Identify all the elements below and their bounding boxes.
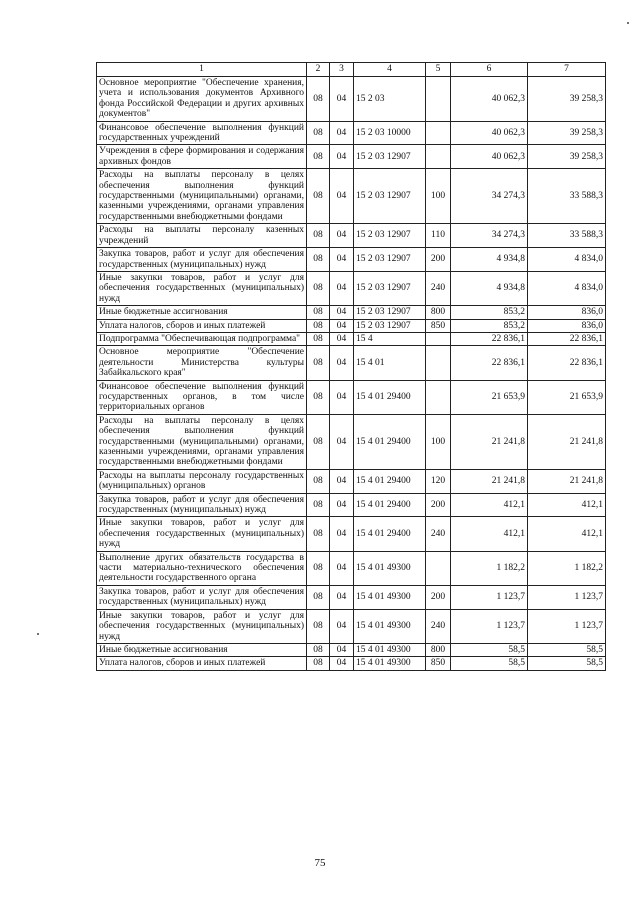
expense-type-cell <box>426 380 451 414</box>
amount-year-1-cell: 1 123,7 <box>451 609 528 643</box>
amount-year-2-cell: 21 653,9 <box>528 380 606 414</box>
amount-year-2-cell: 21 241,8 <box>528 414 606 469</box>
amount-year-1-cell: 21 241,8 <box>451 414 528 469</box>
section-code-cell: 08 <box>307 121 330 145</box>
target-article-cell: 15 2 03 12907 <box>354 271 426 305</box>
subsection-code-cell: 04 <box>330 551 354 585</box>
budget-table <box>96 62 606 671</box>
amount-year-1-cell: 4 934,8 <box>451 271 528 305</box>
header-col-1: 1 <box>97 63 307 77</box>
row-name-cell: Закупка товаров, работ и услуг для обеспечения государственных (муниципальных) нужд <box>97 248 307 272</box>
table-row <box>97 469 606 493</box>
expense-type-cell: 800 <box>426 306 451 319</box>
row-name-cell: Учреждения в сфере формирования и содержания архивных фондов <box>97 145 307 169</box>
expense-type-cell: 850 <box>426 319 451 332</box>
amount-year-1-cell: 4 934,8 <box>451 248 528 272</box>
section-code-cell: 08 <box>307 414 330 469</box>
subsection-code-cell: 04 <box>330 414 354 469</box>
row-name-cell: Уплата налогов, сборов и иных платежей <box>97 657 307 670</box>
table-row <box>97 346 606 380</box>
target-article-cell: 15 4 01 49300 <box>354 585 426 609</box>
amount-year-1-cell: 34 274,3 <box>451 169 528 224</box>
target-article-cell: 15 4 01 49300 <box>354 609 426 643</box>
subsection-code-cell: 04 <box>330 380 354 414</box>
scan-speck <box>37 633 39 635</box>
subsection-code-cell: 04 <box>330 493 354 517</box>
amount-year-2-cell: 58,5 <box>528 657 606 670</box>
target-article-cell: 15 2 03 12907 <box>354 248 426 272</box>
section-code-cell: 08 <box>307 306 330 319</box>
row-name-cell: Основное мероприятие "Обеспечение хранения, учета и использования документов Архивного фонда Российской Федерации и других архивных документов" <box>97 77 307 122</box>
subsection-code-cell: 04 <box>330 643 354 656</box>
expense-type-cell: 110 <box>426 224 451 248</box>
amount-year-2-cell: 22 836,1 <box>528 346 606 380</box>
amount-year-2-cell: 836,0 <box>528 306 606 319</box>
row-name-cell: Уплата налогов, сборов и иных платежей <box>97 319 307 332</box>
amount-year-1-cell: 40 062,3 <box>451 77 528 122</box>
amount-year-1-cell: 22 836,1 <box>451 346 528 380</box>
table-row <box>97 121 606 145</box>
table-row <box>97 643 606 656</box>
subsection-code-cell: 04 <box>330 271 354 305</box>
table-row <box>97 248 606 272</box>
table-row <box>97 657 606 670</box>
amount-year-2-cell: 21 241,8 <box>528 469 606 493</box>
expense-type-cell <box>426 77 451 122</box>
target-article-cell: 15 4 01 49300 <box>354 643 426 656</box>
target-article-cell: 15 4 01 49300 <box>354 657 426 670</box>
section-code-cell: 08 <box>307 248 330 272</box>
table-row <box>97 380 606 414</box>
section-code-cell: 08 <box>307 319 330 332</box>
row-name-cell: Закупка товаров, работ и услуг для обеспечения государственных (муниципальных) нужд <box>97 493 307 517</box>
target-article-cell: 15 4 01 29400 <box>354 414 426 469</box>
subsection-code-cell: 04 <box>330 145 354 169</box>
expense-type-cell: 100 <box>426 169 451 224</box>
expense-type-cell: 200 <box>426 493 451 517</box>
row-name-cell: Иные бюджетные ассигнования <box>97 306 307 319</box>
amount-year-1-cell: 34 274,3 <box>451 224 528 248</box>
expense-type-cell <box>426 332 451 345</box>
amount-year-2-cell: 836,0 <box>528 319 606 332</box>
section-code-cell: 08 <box>307 380 330 414</box>
target-article-cell: 15 4 01 29400 <box>354 493 426 517</box>
expense-type-cell <box>426 121 451 145</box>
expense-type-cell: 240 <box>426 271 451 305</box>
section-code-cell: 08 <box>307 609 330 643</box>
table-row <box>97 169 606 224</box>
expense-type-cell: 240 <box>426 517 451 551</box>
amount-year-2-cell: 33 588,3 <box>528 224 606 248</box>
amount-year-2-cell: 412,1 <box>528 517 606 551</box>
target-article-cell: 15 4 01 <box>354 346 426 380</box>
target-article-cell: 15 4 01 29400 <box>354 380 426 414</box>
section-code-cell: 08 <box>307 585 330 609</box>
target-article-cell: 15 2 03 12907 <box>354 319 426 332</box>
subsection-code-cell: 04 <box>330 306 354 319</box>
section-code-cell: 08 <box>307 493 330 517</box>
section-code-cell: 08 <box>307 224 330 248</box>
row-name-cell: Подпрограмма "Обеспечивающая подпрограмма" <box>97 332 307 345</box>
table-row <box>97 77 606 122</box>
table-header-row <box>97 63 606 77</box>
expense-type-cell: 120 <box>426 469 451 493</box>
section-code-cell: 08 <box>307 657 330 670</box>
section-code-cell: 08 <box>307 551 330 585</box>
amount-year-2-cell: 4 834,0 <box>528 271 606 305</box>
row-name-cell: Иные закупки товаров, работ и услуг для обеспечения государственных (муниципальных) нужд <box>97 271 307 305</box>
expense-type-cell: 200 <box>426 585 451 609</box>
page-number: 75 <box>314 857 326 869</box>
subsection-code-cell: 04 <box>330 469 354 493</box>
row-name-cell: Расходы на выплаты персоналу государственных (муниципальных) органов <box>97 469 307 493</box>
amount-year-1-cell: 21 653,9 <box>451 380 528 414</box>
table-row <box>97 306 606 319</box>
table-row <box>97 493 606 517</box>
target-article-cell: 15 4 <box>354 332 426 345</box>
amount-year-1-cell: 1 182,2 <box>451 551 528 585</box>
row-name-cell: Основное мероприятие "Обеспечение деятельности Министерства культуры Забайкальского края" <box>97 346 307 380</box>
target-article-cell: 15 2 03 10000 <box>354 121 426 145</box>
subsection-code-cell: 04 <box>330 224 354 248</box>
expense-type-cell <box>426 145 451 169</box>
header-col-7: 7 <box>528 63 606 77</box>
target-article-cell: 15 2 03 12907 <box>354 306 426 319</box>
amount-year-1-cell: 58,5 <box>451 643 528 656</box>
table-row <box>97 585 606 609</box>
subsection-code-cell: 04 <box>330 657 354 670</box>
amount-year-2-cell: 39 258,3 <box>528 77 606 122</box>
expense-type-cell: 800 <box>426 643 451 656</box>
amount-year-2-cell: 22 836,1 <box>528 332 606 345</box>
amount-year-2-cell: 39 258,3 <box>528 145 606 169</box>
target-article-cell: 15 4 01 29400 <box>354 469 426 493</box>
amount-year-1-cell: 853,2 <box>451 306 528 319</box>
table-row <box>97 271 606 305</box>
amount-year-1-cell: 40 062,3 <box>451 145 528 169</box>
amount-year-2-cell: 58,5 <box>528 643 606 656</box>
subsection-code-cell: 04 <box>330 517 354 551</box>
row-name-cell: Финансовое обеспечение выполнения функций государственных органов, в том числе территориальных органов <box>97 380 307 414</box>
section-code-cell: 08 <box>307 169 330 224</box>
subsection-code-cell: 04 <box>330 77 354 122</box>
row-name-cell: Выполнение других обязательств государства в части материально-технического обеспечения деятельности государственного органа <box>97 551 307 585</box>
amount-year-2-cell: 4 834,0 <box>528 248 606 272</box>
row-name-cell: Расходы на выплаты персоналу в целях обеспечения выполнения функций государственными (муниципальными) органами, казенными учреждениями, органами управления государственными внебюджетными фондами <box>97 169 307 224</box>
header-col-5: 5 <box>426 63 451 77</box>
subsection-code-cell: 04 <box>330 332 354 345</box>
amount-year-1-cell: 22 836,1 <box>451 332 528 345</box>
subsection-code-cell: 04 <box>330 585 354 609</box>
amount-year-1-cell: 412,1 <box>451 517 528 551</box>
target-article-cell: 15 4 01 49300 <box>354 551 426 585</box>
amount-year-2-cell: 1 123,7 <box>528 609 606 643</box>
section-code-cell: 08 <box>307 517 330 551</box>
section-code-cell: 08 <box>307 271 330 305</box>
expense-type-cell <box>426 551 451 585</box>
table-row <box>97 609 606 643</box>
section-code-cell: 08 <box>307 346 330 380</box>
table-row <box>97 551 606 585</box>
table-row <box>97 319 606 332</box>
amount-year-2-cell: 1 123,7 <box>528 585 606 609</box>
section-code-cell: 08 <box>307 332 330 345</box>
amount-year-2-cell: 412,1 <box>528 493 606 517</box>
header-col-4: 4 <box>354 63 426 77</box>
subsection-code-cell: 04 <box>330 121 354 145</box>
amount-year-2-cell: 1 182,2 <box>528 551 606 585</box>
subsection-code-cell: 04 <box>330 248 354 272</box>
expense-type-cell: 200 <box>426 248 451 272</box>
amount-year-1-cell: 412,1 <box>451 493 528 517</box>
header-col-6: 6 <box>451 63 528 77</box>
table-row <box>97 517 606 551</box>
amount-year-1-cell: 40 062,3 <box>451 121 528 145</box>
section-code-cell: 08 <box>307 145 330 169</box>
row-name-cell: Закупка товаров, работ и услуг для обеспечения государственных (муниципальных) нужд <box>97 585 307 609</box>
amount-year-2-cell: 33 588,3 <box>528 169 606 224</box>
table-row <box>97 332 606 345</box>
table-row <box>97 414 606 469</box>
row-name-cell: Иные бюджетные ассигнования <box>97 643 307 656</box>
scan-speck <box>627 22 629 24</box>
section-code-cell: 08 <box>307 77 330 122</box>
row-name-cell: Расходы на выплаты персоналу в целях обеспечения выполнения функций государственными (муниципальными) органами, казенными учреждениями, органами управления государственными внебюджетными фондами <box>97 414 307 469</box>
expense-type-cell <box>426 346 451 380</box>
subsection-code-cell: 04 <box>330 609 354 643</box>
header-col-2: 2 <box>307 63 330 77</box>
target-article-cell: 15 4 01 29400 <box>354 517 426 551</box>
subsection-code-cell: 04 <box>330 169 354 224</box>
expense-type-cell: 100 <box>426 414 451 469</box>
section-code-cell: 08 <box>307 469 330 493</box>
target-article-cell: 15 2 03 12907 <box>354 224 426 248</box>
subsection-code-cell: 04 <box>330 319 354 332</box>
expense-type-cell: 240 <box>426 609 451 643</box>
row-name-cell: Расходы на выплаты персоналу казенных учреждений <box>97 224 307 248</box>
subsection-code-cell: 04 <box>330 346 354 380</box>
table-body <box>97 77 606 671</box>
amount-year-2-cell: 39 258,3 <box>528 121 606 145</box>
amount-year-1-cell: 58,5 <box>451 657 528 670</box>
row-name-cell: Финансовое обеспечение выполнения функций государственных учреждений <box>97 121 307 145</box>
table-row <box>97 224 606 248</box>
header-col-3: 3 <box>330 63 354 77</box>
target-article-cell: 15 2 03 12907 <box>354 169 426 224</box>
row-name-cell: Иные закупки товаров, работ и услуг для обеспечения государственных (муниципальных) нужд <box>97 517 307 551</box>
target-article-cell: 15 2 03 <box>354 77 426 122</box>
table-row <box>97 145 606 169</box>
amount-year-1-cell: 853,2 <box>451 319 528 332</box>
row-name-cell: Иные закупки товаров, работ и услуг для обеспечения государственных (муниципальных) нужд <box>97 609 307 643</box>
section-code-cell: 08 <box>307 643 330 656</box>
amount-year-1-cell: 1 123,7 <box>451 585 528 609</box>
target-article-cell: 15 2 03 12907 <box>354 145 426 169</box>
expense-type-cell: 850 <box>426 657 451 670</box>
amount-year-1-cell: 21 241,8 <box>451 469 528 493</box>
